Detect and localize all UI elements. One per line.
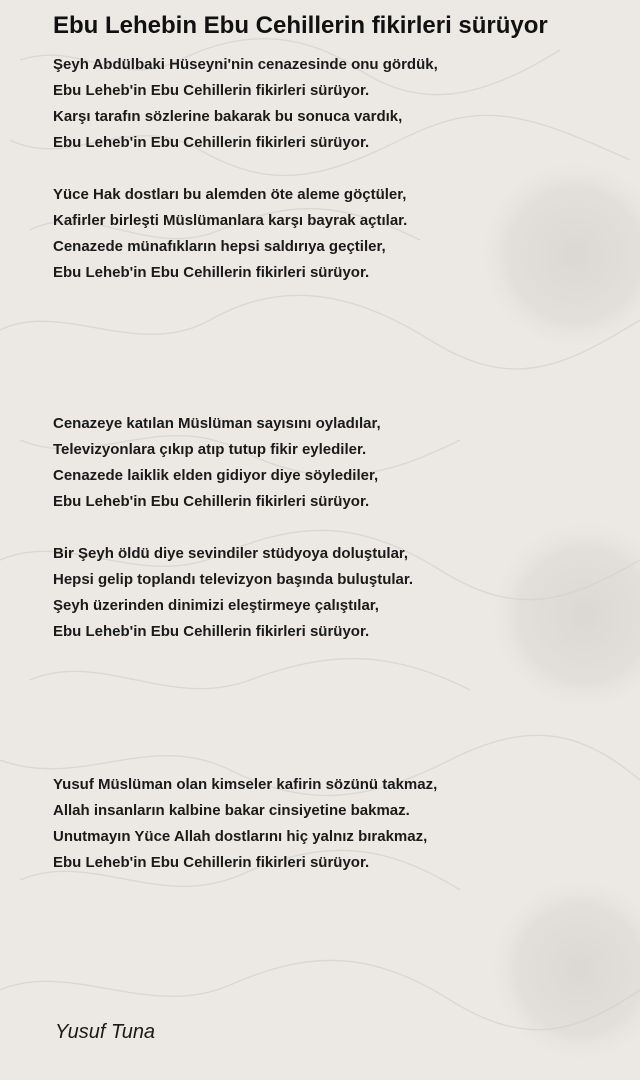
poem-title: Ebu Lehebin Ebu Cehillerin fikirleri sürüyor xyxy=(53,12,548,39)
poem-line: Ebu Leheb'in Ebu Cehillerin fikirleri sürüyor. xyxy=(53,82,370,99)
poem-line: Yüce Hak dostları bu alemden öte aleme göçtüler, xyxy=(53,186,407,203)
poem-line: Yusuf Müslüman olan kimseler kafirin sözünü takmaz, xyxy=(53,776,438,793)
poem-stanza xyxy=(53,52,438,156)
poem-line: Televizyonlara çıkıp atıp tutup fikir eylediler. xyxy=(53,441,367,458)
poem-line: Cenazede münafıkların hepsi saldırıya geçtiler, xyxy=(53,238,386,255)
poem-line: Unutmayın Yüce Allah dostlarını hiç yalnız bırakmaz, xyxy=(53,828,428,845)
poem-stanza xyxy=(53,411,381,515)
poem-line: Bir Şeyh öldü diye sevindiler stüdyoya doluştular, xyxy=(53,545,409,562)
poem-line: Ebu Leheb'in Ebu Cehillerin fikirleri sürüyor. xyxy=(53,134,370,151)
poem-line: Ebu Leheb'in Ebu Cehillerin fikirleri sürüyor. xyxy=(53,854,370,871)
poem-line: Karşı tarafın sözlerine bakarak bu sonuca vardık, xyxy=(53,108,403,125)
poem-line: Cenazeye katılan Müslüman sayısını oyladılar, xyxy=(53,415,381,432)
poem-line: Şeyh Abdülbaki Hüseyni'nin cenazesinde onu gördük, xyxy=(53,56,438,73)
poem-stanza xyxy=(53,541,413,645)
poem-line: Şeyh üzerinden dinimizi eleştirmeye çalıştılar, xyxy=(53,597,379,614)
poem-line: Allah insanların kalbine bakar cinsiyetine bakmaz. xyxy=(53,802,410,819)
poem-line: Ebu Leheb'in Ebu Cehillerin fikirleri sürüyor. xyxy=(53,493,370,510)
poem-line: Ebu Leheb'in Ebu Cehillerin fikirleri sürüyor. xyxy=(53,623,370,640)
poem-line: Cenazede laiklik elden gidiyor diye söylediler, xyxy=(53,467,379,484)
poem-stanza xyxy=(53,772,437,876)
poem-author: Yusuf Tuna xyxy=(55,1021,156,1043)
poem-line: Ebu Leheb'in Ebu Cehillerin fikirleri sürüyor. xyxy=(53,264,370,281)
poem-line: Kafirler birleşti Müslümanlara karşı bayrak açtılar. xyxy=(53,212,408,229)
ink-blot-decoration xyxy=(480,160,640,1062)
poem-line: Hepsi gelip toplandı televizyon başında buluştular. xyxy=(53,571,414,588)
poem-stanza xyxy=(53,182,407,286)
